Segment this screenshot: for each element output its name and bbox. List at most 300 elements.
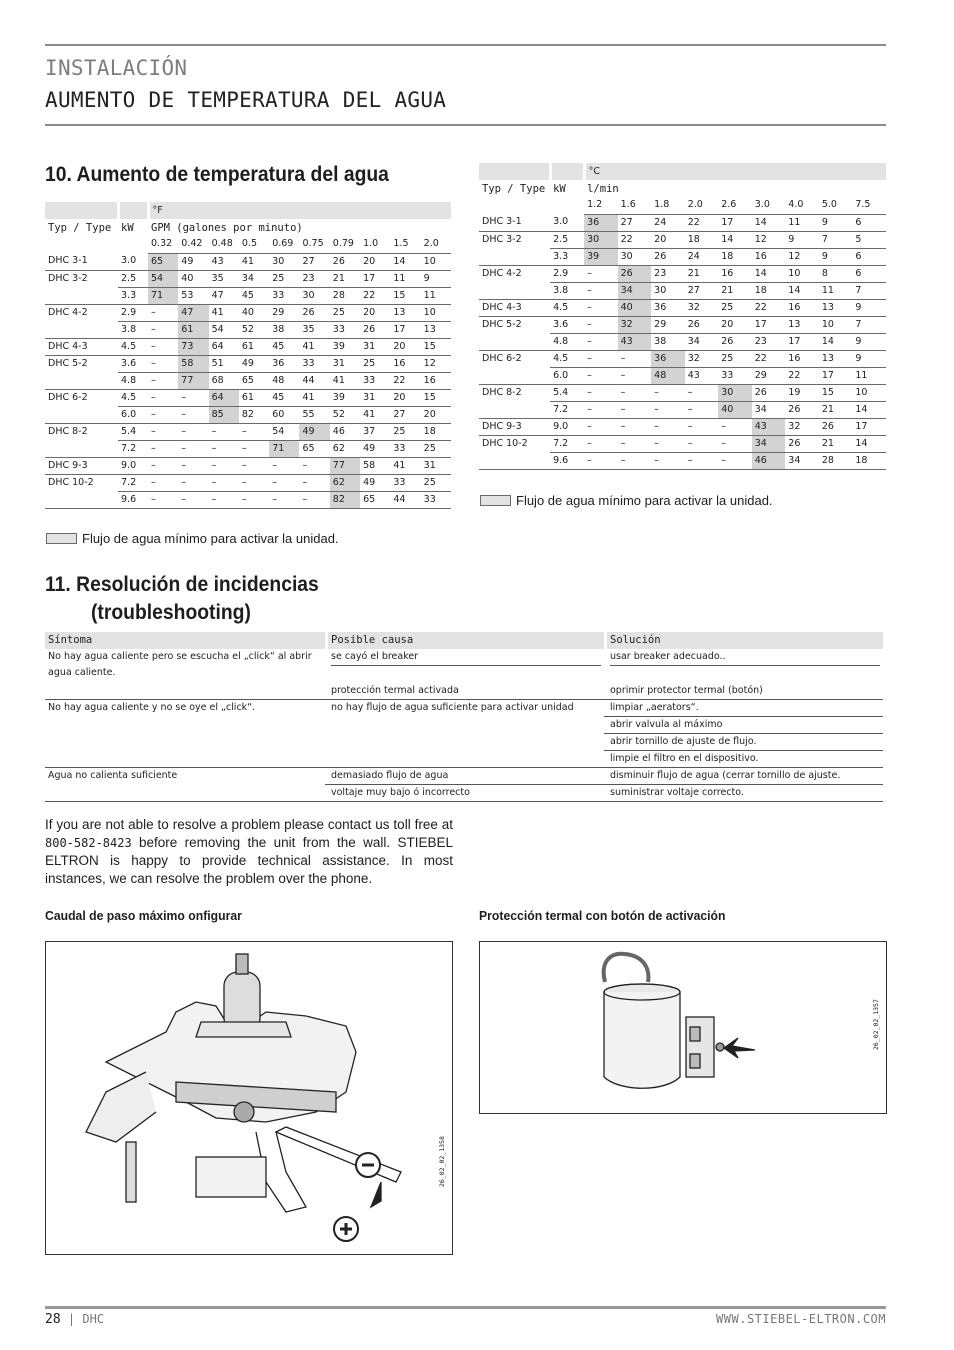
legend-swatch xyxy=(46,533,77,544)
temp-value: 35 xyxy=(209,270,239,287)
temp-value: 26 xyxy=(718,333,752,350)
header-title: AUMENTO DE TEMPERATURA DEL AGUA xyxy=(45,88,447,112)
table-row xyxy=(45,304,451,321)
legend-c xyxy=(480,493,773,508)
temp-value: 10 xyxy=(852,384,886,401)
temp-value: 55 xyxy=(299,406,329,423)
table-row xyxy=(45,338,451,355)
flow-value: 1.5 xyxy=(390,236,420,253)
table-row xyxy=(479,418,886,435)
temp-value: 18 xyxy=(752,282,786,299)
temp-value: 31 xyxy=(360,338,390,355)
temp-value: – xyxy=(685,435,719,452)
temp-value: 25 xyxy=(421,474,451,491)
temp-value: 24 xyxy=(685,248,719,265)
solution-2d: limpie el filtro en el dispositivo. xyxy=(604,751,883,768)
temp-value: – xyxy=(651,435,685,452)
kw-value: 4.5 xyxy=(118,338,148,355)
cause-1b: protección termal activada xyxy=(325,683,604,700)
temp-value: 17 xyxy=(819,367,853,384)
temp-value: 26 xyxy=(360,321,390,338)
kw-value: 4.5 xyxy=(550,299,584,316)
temp-value: 43 xyxy=(685,367,719,384)
temp-value: – xyxy=(718,452,752,469)
table-row xyxy=(479,452,886,469)
temp-value: 20 xyxy=(360,304,390,321)
section-10-title: 10. Aumento de temperatura del agua xyxy=(45,163,389,186)
model-type: DHC 10-2 xyxy=(48,476,94,488)
temp-value: – xyxy=(239,423,269,440)
temp-value: 29 xyxy=(651,316,685,333)
legend-f xyxy=(46,531,339,546)
temp-value: 12 xyxy=(421,355,451,372)
temp-value: 32 xyxy=(685,350,719,367)
table-row xyxy=(45,457,451,474)
temp-value: 38 xyxy=(651,333,685,350)
temp-value: 52 xyxy=(239,321,269,338)
flow-value: 1.8 xyxy=(651,197,685,214)
figure-right-caption: Protección termal con botón de activación xyxy=(479,908,726,923)
table-row xyxy=(45,253,451,270)
temp-value: – xyxy=(299,457,329,474)
temp-value: 26 xyxy=(651,248,685,265)
model-type: DHC 3-2 xyxy=(482,233,522,245)
model-type xyxy=(45,491,118,508)
footer-model: DHC xyxy=(82,1312,105,1326)
flow-value: 0.75 xyxy=(299,236,329,253)
temp-value: 25 xyxy=(269,270,299,287)
temp-value: 36 xyxy=(651,299,685,316)
temp-value: 19 xyxy=(785,384,819,401)
temp-value: 28 xyxy=(819,452,853,469)
temp-value: 32 xyxy=(618,316,652,333)
model-type xyxy=(45,372,118,389)
temp-value: – xyxy=(178,406,208,423)
kw-value: 9.6 xyxy=(550,452,584,469)
temp-value: 30 xyxy=(269,253,299,270)
temp-value: – xyxy=(618,418,652,435)
header-flow: GPM (galones por minuto) xyxy=(151,221,303,234)
kw-value: 3.8 xyxy=(550,282,584,299)
temp-value: 25 xyxy=(390,423,420,440)
header-solution: Solución xyxy=(604,632,883,649)
temp-value: 14 xyxy=(718,231,752,248)
temp-value: 25 xyxy=(421,440,451,457)
temp-value: 41 xyxy=(299,389,329,406)
table-row xyxy=(479,401,886,418)
table-row xyxy=(45,389,451,406)
temp-value: 33 xyxy=(330,321,360,338)
temp-value: 15 xyxy=(421,338,451,355)
temp-value: – xyxy=(584,282,618,299)
kw-value: 3.0 xyxy=(550,214,584,231)
header-blank xyxy=(45,202,118,219)
temp-value: – xyxy=(178,423,208,440)
temp-value: 47 xyxy=(178,304,208,321)
model-type xyxy=(479,452,550,469)
solution-1a: usar breaker adecuado.. xyxy=(604,649,883,683)
temp-value: 11 xyxy=(421,287,451,304)
temp-value: 46 xyxy=(330,423,360,440)
temp-value: 27 xyxy=(685,282,719,299)
temp-value: 17 xyxy=(852,418,886,435)
model-type: DHC 4-2 xyxy=(48,306,88,318)
temp-value: 53 xyxy=(178,287,208,304)
temp-value: – xyxy=(299,474,329,491)
temp-value: 23 xyxy=(651,265,685,282)
temp-value: 34 xyxy=(618,282,652,299)
page-number: 28 xyxy=(45,1312,61,1327)
temp-value: 43 xyxy=(618,333,652,350)
temp-value: – xyxy=(239,457,269,474)
temp-value: – xyxy=(178,389,208,406)
temp-value: – xyxy=(718,435,752,452)
temp-value: – xyxy=(148,474,178,491)
temp-value: 49 xyxy=(239,355,269,372)
symptom-2: No hay agua caliente y no se oye el „click“. xyxy=(45,700,325,768)
temp-value: – xyxy=(618,367,652,384)
flow-value: 0.69 xyxy=(269,236,299,253)
temp-value: 45 xyxy=(269,338,299,355)
temp-value: 34 xyxy=(752,435,786,452)
header-blank xyxy=(118,236,148,253)
temp-value: 49 xyxy=(178,253,208,270)
temp-value: 41 xyxy=(239,253,269,270)
temp-value: 23 xyxy=(299,270,329,287)
table-row xyxy=(479,333,886,350)
temp-value: 9 xyxy=(785,231,819,248)
valve-illustration xyxy=(46,942,452,1254)
footer-left xyxy=(45,1312,104,1327)
temp-value: – xyxy=(209,423,239,440)
temp-value: 85 xyxy=(209,406,239,423)
temp-value: 60 xyxy=(269,406,299,423)
temp-value: 24 xyxy=(651,214,685,231)
unit-label: °F xyxy=(148,202,451,219)
temp-value: 40 xyxy=(718,401,752,418)
footer-url: WWW.STIEBEL-ELTRON.COM xyxy=(716,1312,886,1326)
model-type xyxy=(45,287,118,304)
troubleshooting-table xyxy=(45,632,883,802)
table-row xyxy=(45,474,451,491)
temp-value: 41 xyxy=(360,406,390,423)
model-type: DHC 9-3 xyxy=(45,457,118,474)
temp-value: – xyxy=(584,367,618,384)
temp-value: 22 xyxy=(785,367,819,384)
temp-value: 36 xyxy=(584,214,618,231)
header-cause: Posible causa xyxy=(325,632,604,649)
temp-value: 16 xyxy=(785,299,819,316)
temp-value: 20 xyxy=(390,389,420,406)
kw-value: 9.0 xyxy=(550,418,584,435)
temp-value: 9 xyxy=(852,299,886,316)
temp-value: 51 xyxy=(209,355,239,372)
temp-value: 61 xyxy=(178,321,208,338)
temp-value: – xyxy=(651,418,685,435)
model-type: DHC 4-3 xyxy=(479,299,550,316)
flow-value: 2.0 xyxy=(685,197,719,214)
temp-value: 23 xyxy=(752,333,786,350)
kw-value: 7.2 xyxy=(118,440,148,457)
temp-value: 77 xyxy=(178,372,208,389)
header-blank xyxy=(550,163,584,180)
solution-2a: limpiar „aerators“. xyxy=(604,700,883,717)
temp-value: 54 xyxy=(269,423,299,440)
temp-value: 26 xyxy=(330,253,360,270)
temp-value: – xyxy=(239,474,269,491)
temp-value: 71 xyxy=(269,440,299,457)
temp-value: 16 xyxy=(390,355,420,372)
kw-value: 4.5 xyxy=(550,350,584,367)
temp-value: 13 xyxy=(421,321,451,338)
kw-value: 4.5 xyxy=(118,389,148,406)
temp-value: 10 xyxy=(421,253,451,270)
temp-value: – xyxy=(685,452,719,469)
temp-value: 52 xyxy=(330,406,360,423)
temp-value: 40 xyxy=(239,304,269,321)
temp-value: 49 xyxy=(360,440,390,457)
temp-value: 48 xyxy=(269,372,299,389)
temp-value: 14 xyxy=(852,435,886,452)
temp-value: 9 xyxy=(852,333,886,350)
temp-value: 44 xyxy=(390,491,420,508)
temp-value: 17 xyxy=(752,316,786,333)
temp-value: 14 xyxy=(752,265,786,282)
model-type xyxy=(479,333,550,350)
header-kw: kW xyxy=(121,221,134,234)
temp-value: – xyxy=(618,435,652,452)
temp-value: – xyxy=(299,491,329,508)
temp-value: – xyxy=(685,401,719,418)
temp-value: 15 xyxy=(819,384,853,401)
temp-value: 22 xyxy=(390,372,420,389)
model-type xyxy=(45,440,118,457)
table-row xyxy=(479,435,886,452)
temp-value: – xyxy=(148,491,178,508)
table-row xyxy=(479,265,886,282)
temp-value: – xyxy=(584,384,618,401)
temp-value: – xyxy=(618,401,652,418)
section-11-title-line2: (troubleshooting) xyxy=(91,601,251,624)
header-blank xyxy=(479,163,550,180)
temp-value: 26 xyxy=(785,435,819,452)
temp-value: 32 xyxy=(685,299,719,316)
kw-value: 9.0 xyxy=(118,457,148,474)
temp-value: 25 xyxy=(360,355,390,372)
table-row xyxy=(479,316,886,333)
flow-value: 0.48 xyxy=(209,236,239,253)
cause-1a: se cayó el breaker xyxy=(325,649,604,683)
temp-value: 41 xyxy=(390,457,420,474)
temp-value: 20 xyxy=(390,338,420,355)
model-type: DHC 6-2 xyxy=(482,352,522,364)
table-row xyxy=(479,214,886,231)
table-row xyxy=(479,384,886,401)
temp-value: – xyxy=(209,474,239,491)
temp-value: – xyxy=(209,457,239,474)
temp-value: – xyxy=(148,304,178,321)
temp-value: 46 xyxy=(752,452,786,469)
temp-value: 58 xyxy=(360,457,390,474)
temp-value: – xyxy=(178,491,208,508)
temperature-table-f xyxy=(45,202,451,509)
table-row xyxy=(479,231,886,248)
temp-value: 21 xyxy=(685,265,719,282)
temp-value: 25 xyxy=(330,304,360,321)
table-row xyxy=(479,367,886,384)
temp-value: – xyxy=(584,299,618,316)
temp-value: 6 xyxy=(852,214,886,231)
temp-value: 18 xyxy=(685,231,719,248)
temp-value: 30 xyxy=(299,287,329,304)
temp-value: 17 xyxy=(390,321,420,338)
kw-value: 6.0 xyxy=(118,406,148,423)
kw-value: 3.6 xyxy=(118,355,148,372)
temp-value: – xyxy=(618,384,652,401)
header-blank xyxy=(45,236,118,253)
temp-value: 6 xyxy=(852,248,886,265)
temp-value: – xyxy=(584,418,618,435)
temp-value: 15 xyxy=(390,287,420,304)
temp-value: 33 xyxy=(718,367,752,384)
flow-value: 5.0 xyxy=(819,197,853,214)
temp-value: – xyxy=(178,474,208,491)
temp-value: 41 xyxy=(299,338,329,355)
temp-value: – xyxy=(584,452,618,469)
flow-value: 2.0 xyxy=(421,236,451,253)
unit-label: °C xyxy=(584,163,886,180)
phone-number: 800-582-8423 xyxy=(45,835,132,850)
table-row xyxy=(45,372,451,389)
temp-value: – xyxy=(178,457,208,474)
temp-value: – xyxy=(584,435,618,452)
temp-value: 29 xyxy=(752,367,786,384)
temp-value: – xyxy=(239,491,269,508)
figure-left-caption: Caudal de paso máximo onfigurar xyxy=(45,908,242,923)
temp-value: 8 xyxy=(819,265,853,282)
temp-value: 13 xyxy=(819,299,853,316)
temp-value: 9 xyxy=(421,270,451,287)
temp-value: 26 xyxy=(299,304,329,321)
temp-value: 39 xyxy=(330,389,360,406)
model-type: DHC 3-1 xyxy=(479,214,550,231)
temp-value: 28 xyxy=(330,287,360,304)
header-flow: l/min xyxy=(587,182,619,195)
flow-value: 0.79 xyxy=(330,236,360,253)
table-row xyxy=(45,440,451,457)
temp-value: 7 xyxy=(819,231,853,248)
temp-value: 21 xyxy=(718,282,752,299)
kw-value: 3.8 xyxy=(118,321,148,338)
legend-text: Flujo de agua mínimo para activar la unidad. xyxy=(82,531,339,546)
symptom-1: No hay agua caliente pero se escucha el „click“ al abrir agua caliente. xyxy=(45,649,325,700)
temp-value: 49 xyxy=(360,474,390,491)
temp-value: – xyxy=(651,452,685,469)
temp-value: 82 xyxy=(239,406,269,423)
header-type: Typ / Type xyxy=(482,182,546,195)
temp-value: – xyxy=(584,401,618,418)
temp-value: 44 xyxy=(299,372,329,389)
temp-value: 40 xyxy=(618,299,652,316)
cause-3a: demasiado flujo de agua xyxy=(325,768,604,785)
footer-rule xyxy=(45,1306,886,1309)
model-type xyxy=(479,282,550,299)
temp-value: 22 xyxy=(360,287,390,304)
temp-value: 64 xyxy=(209,389,239,406)
temp-value: 39 xyxy=(584,248,618,265)
model-type: DHC 5-2 xyxy=(48,357,88,369)
temp-value: 18 xyxy=(421,423,451,440)
temp-value: 29 xyxy=(269,304,299,321)
temp-value: 38 xyxy=(269,321,299,338)
kw-value: 4.8 xyxy=(118,372,148,389)
temp-value: 13 xyxy=(819,350,853,367)
temp-value: 33 xyxy=(360,372,390,389)
kw-value: 3.3 xyxy=(550,248,584,265)
cause-3b: voltaje muy bajo ó incorrecto xyxy=(325,785,604,802)
temp-value: 71 xyxy=(148,287,178,304)
table-row xyxy=(45,423,451,440)
temp-value: – xyxy=(269,491,299,508)
kw-value: 7.2 xyxy=(550,435,584,452)
temperature-table-c xyxy=(479,163,886,470)
temp-value: – xyxy=(148,440,178,457)
temp-value: 20 xyxy=(360,253,390,270)
temp-value: 33 xyxy=(390,440,420,457)
temp-value: 36 xyxy=(269,355,299,372)
temp-value: 31 xyxy=(360,389,390,406)
flow-value: 1.2 xyxy=(584,197,618,214)
temp-value: 25 xyxy=(718,299,752,316)
model-type: DHC 8-2 xyxy=(482,386,522,398)
temp-value: 49 xyxy=(299,423,329,440)
temp-value: – xyxy=(584,316,618,333)
table-row xyxy=(45,321,451,338)
kw-value: 2.5 xyxy=(118,270,148,287)
temp-value: – xyxy=(209,440,239,457)
temp-value: 34 xyxy=(785,452,819,469)
temp-value: 45 xyxy=(239,287,269,304)
temp-value: – xyxy=(584,265,618,282)
temp-value: 16 xyxy=(718,265,752,282)
temp-value: 14 xyxy=(819,333,853,350)
model-type xyxy=(479,248,550,265)
temp-value: 16 xyxy=(785,350,819,367)
model-type: DHC 4-2 xyxy=(482,267,522,279)
temp-value: 12 xyxy=(785,248,819,265)
header-bottom-rule xyxy=(45,124,886,126)
model-type: DHC 3-2 xyxy=(48,272,88,284)
temp-value: 82 xyxy=(330,491,360,508)
temp-value: 9 xyxy=(819,248,853,265)
header-blank xyxy=(550,197,584,214)
kw-value: 3.3 xyxy=(118,287,148,304)
header-symptom: Síntoma xyxy=(45,632,325,649)
temp-value: 27 xyxy=(618,214,652,231)
temp-value: 45 xyxy=(269,389,299,406)
temp-value: 21 xyxy=(330,270,360,287)
temp-value: 36 xyxy=(651,350,685,367)
temp-value: 20 xyxy=(651,231,685,248)
model-type xyxy=(479,367,550,384)
model-type: DHC 6-2 xyxy=(48,391,88,403)
symptom-3: Agua no calienta suficiente xyxy=(45,768,325,802)
temp-value: 73 xyxy=(178,338,208,355)
header-kw: kW xyxy=(553,182,566,195)
flow-value: 1.0 xyxy=(360,236,390,253)
temp-value: 68 xyxy=(209,372,239,389)
temp-value: 30 xyxy=(651,282,685,299)
